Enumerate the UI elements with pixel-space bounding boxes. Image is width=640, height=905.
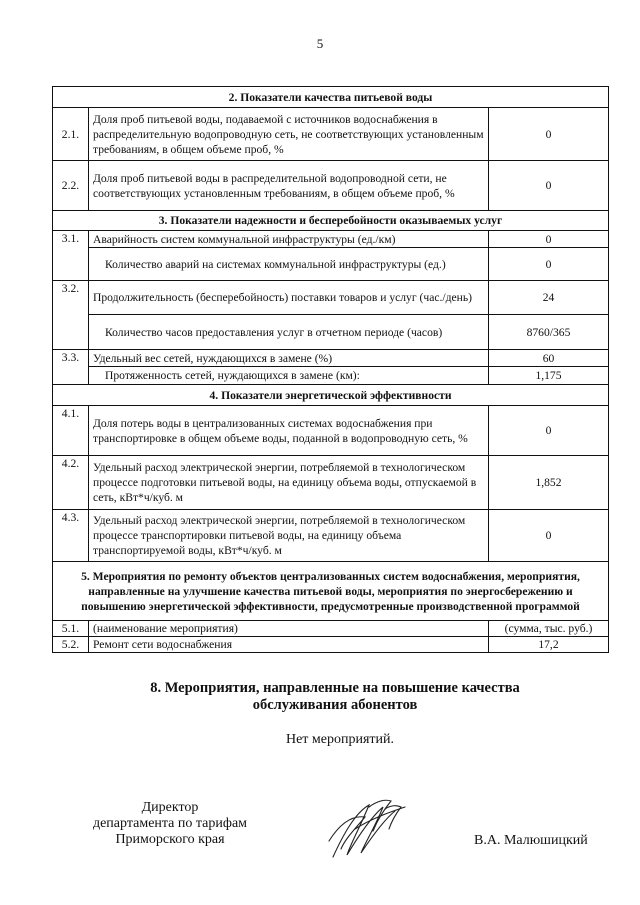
signature-icon <box>325 795 410 865</box>
table-row <box>53 367 609 385</box>
row-value: 0 <box>488 231 608 248</box>
table-row <box>53 621 609 637</box>
table-row <box>53 456 609 510</box>
row-value: 0 <box>488 161 608 211</box>
row-value: 17,2 <box>488 637 608 653</box>
section-4-title: 4. Показатели энергетической эффективности <box>53 385 609 406</box>
table-row <box>53 315 609 350</box>
table-row <box>53 406 609 456</box>
table-row <box>53 637 609 653</box>
row-text: Доля потерь воды в централизованных системах водоснабжения при транспортировке в общем объеме воды, поданной в водопроводную сеть, % <box>89 406 489 456</box>
section-8-title <box>0 680 640 714</box>
table-row <box>53 231 609 248</box>
section-8-title-line1: 8. Мероприятия, направленные на повышение качества <box>150 680 520 696</box>
row-value: 1,175 <box>488 367 608 385</box>
row-value: 24 <box>488 281 608 315</box>
row-number: 2.2. <box>53 161 89 211</box>
row-value: 60 <box>488 350 608 367</box>
row-number: 3.1. <box>53 231 89 281</box>
row-number: 4.3. <box>53 510 89 562</box>
row-subtext: Количество аварий на системах коммунальной инфраструктуры (ед.) <box>89 248 489 281</box>
row-subtext: Протяженность сетей, нуждающихся в замене (км): <box>89 367 489 385</box>
section-5-title: 5. Мероприятия по ремонту объектов централизованных систем водоснабжения, мероприятия, направленные на улучшение качества питьевой воды, мероприятия по энергосбережению и повышению энергетической эффективности, предусмотренные производственной программой <box>53 562 609 621</box>
section-8-title-line2: обслуживания абонентов <box>252 697 418 713</box>
row-text: Удельный вес сетей, нуждающихся в замене (%) <box>89 350 489 367</box>
row-text: Удельный расход электрической энергии, потребляемой в технологическом процессе подготовки питьевой воды, на единицу объема воды, отпускаемой в сеть, кВт*ч/куб. м <box>89 456 489 510</box>
table-row <box>53 510 609 562</box>
row-number: 2.1. <box>53 108 89 161</box>
signer-name: В.А. Малюшицкий <box>474 833 588 848</box>
row-value: 0 <box>488 108 608 161</box>
row-text: Аварийность систем коммунальной инфраструктуры (ед./км) <box>89 231 489 248</box>
row-value: 0 <box>488 248 608 281</box>
row-value: 8760/365 <box>488 315 608 350</box>
row-number: 5.1. <box>53 621 89 637</box>
row-value: (сумма, тыс. руб.) <box>488 621 608 637</box>
row-text: Продолжительность (бесперебойность) поставки товаров и услуг (час./день) <box>89 281 489 315</box>
row-text: Удельный расход электрической энергии, потребляемой в технологическом процессе транспортировки питьевой воды, на единицу объема транспортируемой воды, кВт*ч/куб. м <box>89 510 489 562</box>
indicators-table <box>52 86 609 653</box>
row-text: Ремонт сети водоснабжения <box>89 637 489 653</box>
section-3-title: 3. Показатели надежности и бесперебойности оказываемых услуг <box>53 211 609 231</box>
signer-title <box>60 800 280 848</box>
table-row <box>53 161 609 211</box>
row-number: 4.1. <box>53 406 89 456</box>
table-row <box>53 350 609 367</box>
row-value: 0 <box>488 406 608 456</box>
row-text: Доля проб питьевой воды в распределительной водопроводной сети, не соответствующих установленным требованиям, в общем объеме проб, % <box>89 161 489 211</box>
row-subtext: Количество часов предоставления услуг в отчетном периоде (часов) <box>89 315 489 350</box>
row-number: 3.2. <box>53 281 89 350</box>
signer-position: Директор <box>141 800 199 815</box>
row-text: (наименование мероприятия) <box>89 621 489 637</box>
table-row <box>53 108 609 161</box>
row-value: 1,852 <box>488 456 608 510</box>
table-row <box>53 281 609 315</box>
signer-department: департамента по тарифам <box>92 816 248 831</box>
table-row <box>53 248 609 281</box>
page-number: 5 <box>316 36 324 51</box>
row-number: 3.3. <box>53 350 89 385</box>
section-2-title: 2. Показатели качества питьевой воды <box>53 87 609 108</box>
row-number: 5.2. <box>53 637 89 653</box>
row-text: Доля проб питьевой воды, подаваемой с источников водоснабжения в распределительную водопроводную сеть, не соответствующих установленным требованиям, в общем объеме проб, % <box>89 108 489 161</box>
row-number: 4.2. <box>53 456 89 510</box>
no-events-text: Нет мероприятий. <box>285 732 395 747</box>
row-value: 0 <box>488 510 608 562</box>
signer-region: Приморского края <box>115 832 225 847</box>
